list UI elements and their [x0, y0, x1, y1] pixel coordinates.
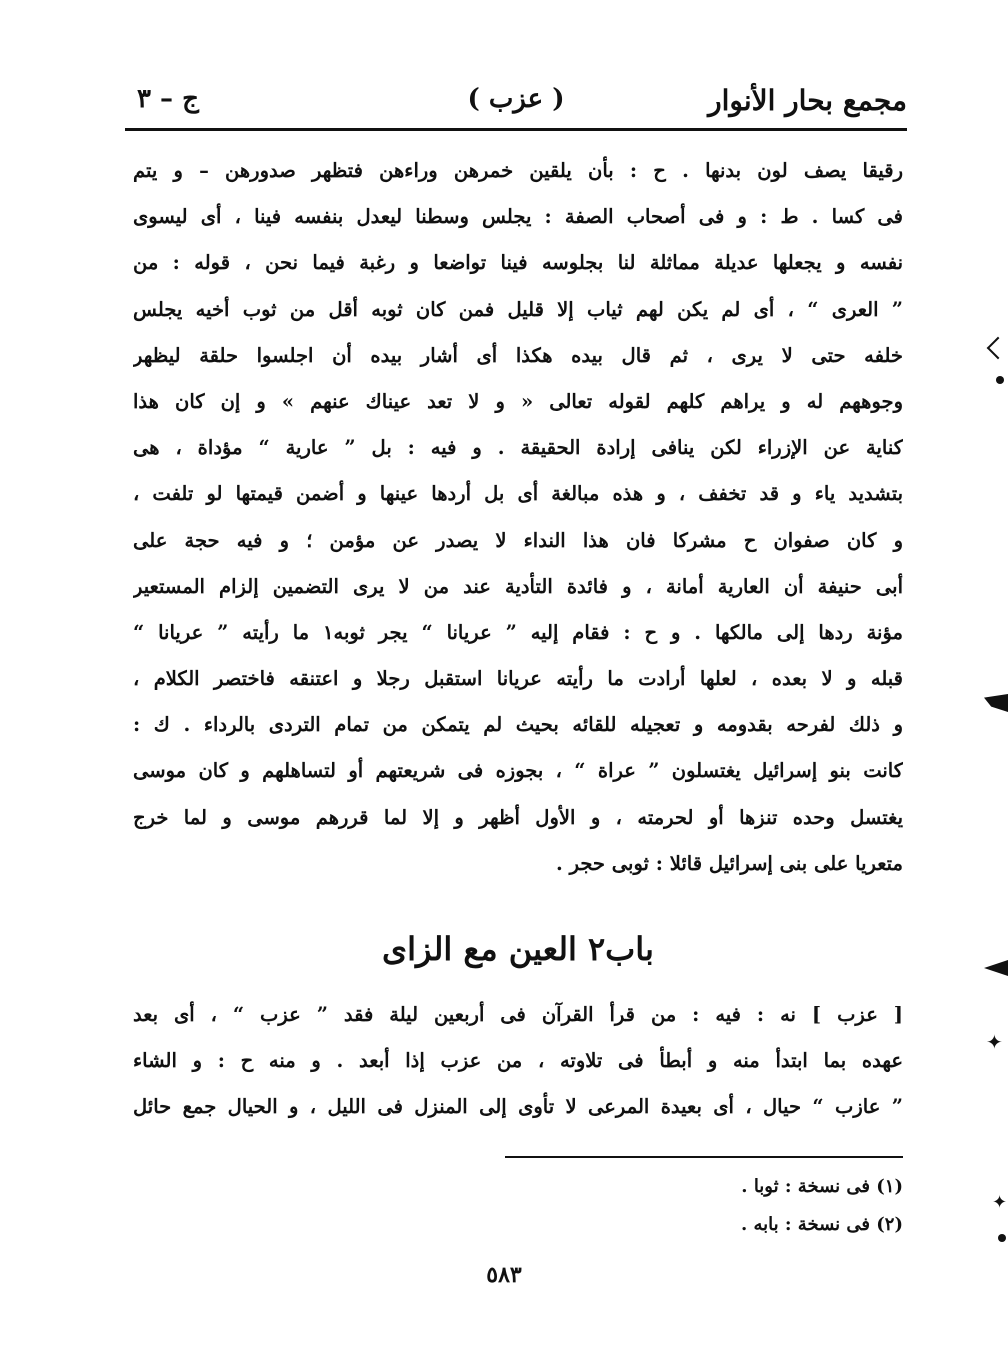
text-line: و كان صفوان ح مشركا فان هذا النداء لا يصدر عن مؤمن ؛ و فيه حجة على	[133, 528, 903, 552]
margin-mark	[996, 376, 1004, 384]
text-line: قبله و لا بعده ، لعلها أرادت ما رأيته عريانا استقبل رجلا و اعتنقه فاختصر الكلام ،	[133, 667, 903, 691]
text-line: عهده بما ابتدأ منه و أبطأ فى تلاوته ، من عزب إذا أبعد . و منه ح : و الشاء	[133, 1049, 903, 1073]
text-line: بتشديد ياء و قد تخفف ، و هذه مبالغة أى بل أردها عينها و أضمن قيمتها لو تلفت ،	[133, 482, 903, 506]
text-line: ” عازب “ حيال ، أى بعيدة المرعى لا تأوى إلى المنزل فى الليل ، و الحيال جمع حائل	[133, 1095, 903, 1119]
text-line: كناية عن الإزراء لكن ينافى إرادة الحقيقة . و فيه : بل ” عارية “ مؤداة ، هى	[133, 436, 903, 460]
text-line: [ عزب ] نه : فيه : من قرأ القرآن فى أربعين ليلة فقد ” عزب “ ، أى بعد	[133, 1003, 903, 1026]
footnote-rule	[505, 1156, 903, 1158]
root-heading: ( عزب )	[467, 84, 565, 114]
text-line: وجوههم له و يراهم كلهم لقوله تعالى « و لا تعد عيناك عنهم » و إن كان هذا	[133, 389, 903, 413]
header-rule	[125, 128, 907, 131]
running-header	[125, 78, 907, 126]
text-line: مؤنة ردها إلى مالكها . و ح : فقام إليه ” عريانا “ يجر ثوبه١ ما رأيته ” عريانا “	[133, 620, 903, 644]
margin-star-icon: ✦	[992, 1192, 1008, 1213]
text-line: فى كسا . ط : و فى أصحاب الصفة : يجلس وسطنا ليعدل بنفسه فينا ، أى ليسوى	[133, 205, 903, 229]
margin-star-icon: ✦	[986, 1030, 1003, 1054]
margin-mark	[987, 337, 1008, 360]
text-line: نفسه و يجعلها عديلة مماثلة لنا بجلوسه فينا تواضعا و رغبة فيما نحن ، قوله : من	[133, 251, 903, 275]
text-line: ” العرى “ ، أى لم يكن لهم ثياب إلا قليل فمن كان ثوبه أقل من ثوب أخيه يجلس	[133, 297, 903, 321]
book-title: مجمع بحار الأنوار	[708, 84, 907, 117]
page-number: ٥٨٣	[486, 1262, 522, 1288]
margin-mark	[998, 1234, 1006, 1242]
footnote: (١) فى نسخة : ثوبا .	[741, 1176, 903, 1197]
text-line: متعريا على بنى إسرائيل قائلا : ثوبى حجر .	[556, 851, 903, 875]
margin-mark	[984, 960, 1008, 976]
text-line: أبى حنيفة أن العارية أمانة ، و فائدة التأدية عند من لا يرى التضمين إلزام المستعير	[133, 574, 903, 598]
footnotes	[483, 1168, 903, 1244]
margin-mark	[984, 694, 1008, 712]
text-line: كانت بنو إسرائيل يغتسلون ” عراة “ ، بجوزه فى شريعتهم أو لتساهلهم و كان موسى	[133, 759, 903, 783]
volume-number: ج – ٣	[137, 84, 199, 114]
text-line: و ذلك لفرحه بقدومه و تعجيله للقائه بحيث لم يتمكن من تمام التردى بالرداء . ك :	[133, 713, 903, 737]
text-line: خلفه حتى لا يرى ، ثم قال بيده هكذا أى أشار بيده أن اجلسوا حلقة ليظهر	[133, 343, 903, 367]
footnote: (٢) فى نسخة : بابه .	[740, 1214, 903, 1235]
chapter-title: باب٢ العين مع الزاى	[382, 930, 654, 968]
entry-text	[133, 992, 903, 1131]
main-text	[133, 148, 903, 887]
text-line: رقيقا يصف لون بدنها . ح : بأن يلقين خمرهن وراءهن فتظهر صدورهن – و يتم	[133, 159, 903, 182]
text-line: يغتسل وحده تنزها أو لحرمته ، و الأول أظهر و إلا لما قررهم موسى و لما خرج	[133, 805, 903, 829]
